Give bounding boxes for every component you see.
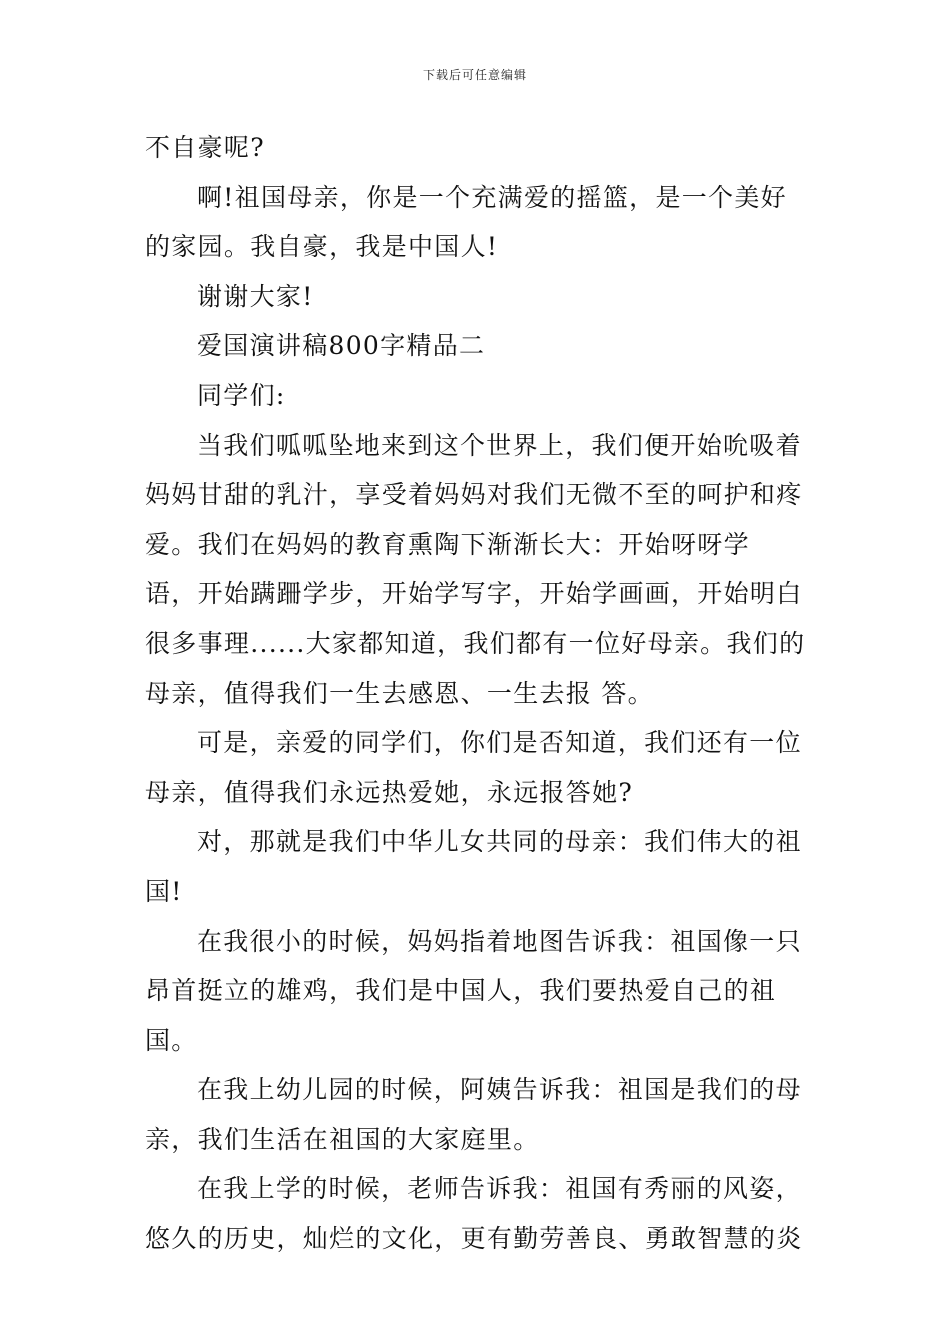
paragraph-8: 对，那就是我们中华儿女共同的母亲：我们伟大的祖国! [145,827,802,906]
paragraph-7: 可是，亲爱的同学们，你们是否知道，我们还有一位母亲，值得我们永远热爱她，永远报答她? [145,728,802,807]
paragraph-11: 在我上学的时候，老师告诉我：祖国有秀丽的风姿，悠久的历史，灿烂的文化，更有勤劳善良、勇敢智慧的炎 [145,1174,803,1254]
page-header-note: 下载后可任意编辑 [422,68,527,82]
salutation: 同学们: [197,380,286,410]
paragraph-10: 在我上幼儿园的时候，阿姨告诉我：祖国是我们的母亲，我们生活在祖国的大家庭里。 [145,1075,802,1154]
paragraph-3: 谢谢大家! [197,281,314,311]
paragraph-6: 当我们呱呱坠地来到这个世界上，我们便开始吮吸着妈妈甘甜的乳汁，享受着妈妈对我们无微不至的呵护和疼爱。我们在妈妈的教育熏陶下渐渐长大：开始呀呀学 语，开始蹒跚学步，开始学写字，开始学画画，开始明白很多事理......大家都知道，我们都有一位好母亲。我们的母亲，值得我们一生去感恩、一生去报 答。 [145,430,806,708]
paragraph-1: 不自豪呢? [145,133,265,162]
paragraph-9: 在我很小的时候，妈妈指着地图告诉我：祖国像一只昂首挺立的雄鸡，我们是中国人，我们要热爱自己的祖国。 [145,926,802,1055]
document-body [145,123,810,1264]
paragraph-2: 啊!祖国母亲，你是一个充满爱的摇篮，是一个美好的家园。我自豪，我是中国人! [145,182,787,262]
section-title: 爱国演讲稿800字精品二 [197,331,486,361]
